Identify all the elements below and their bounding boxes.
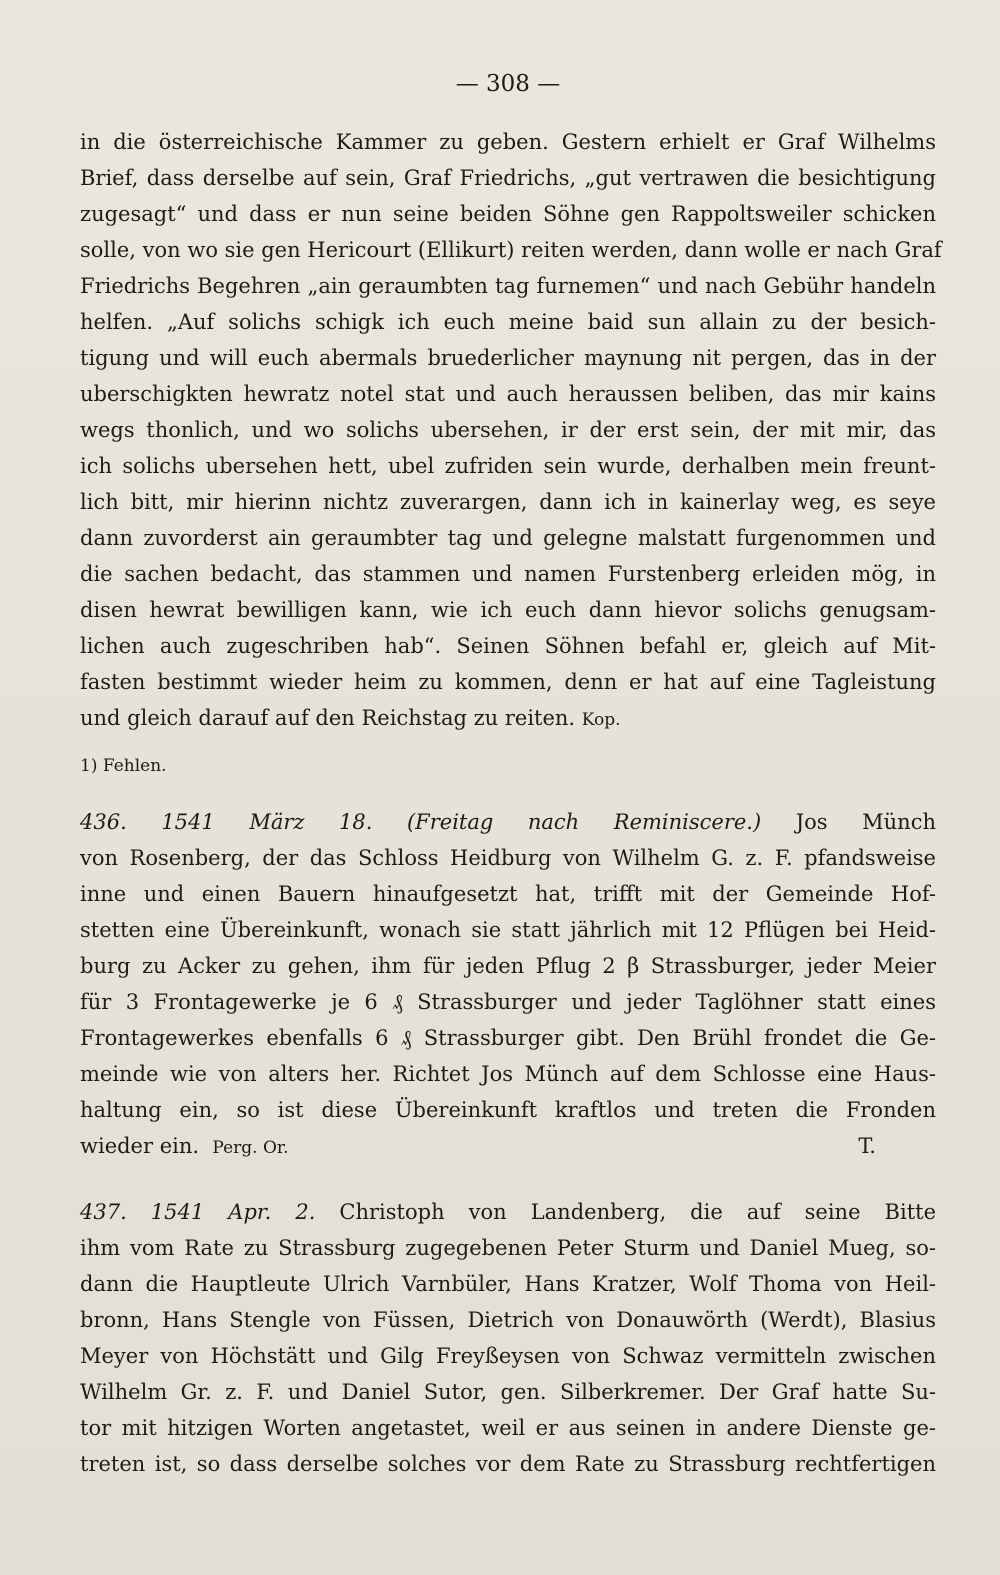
text-line: tigung und will euch abermals bruederlicher maynung nit pergen, das in der (80, 346, 936, 370)
entry-text: Jos Münch (795, 810, 936, 834)
entry-heading: 437. 1541 Apr. 2. (80, 1200, 316, 1224)
text-line: ich solichs ubersehen hett, ubel zufriden sein wurde, derhalben mein freunt- (80, 454, 936, 478)
text-line: Brief, dass derselbe auf sein, Graf Friedrichs, „gut vertrawen die besichtigung (80, 166, 936, 190)
entry-437 (80, 1194, 936, 1482)
text-line: burg zu Acker zu gehen, ihm für jeden Pflug 2 β Strassburger, jeder Meier (80, 954, 936, 978)
entry-436 (80, 804, 936, 1164)
entry-heading: 436. 1541 März 18. (Freitag nach Reminiscere.) (80, 810, 762, 834)
text-line: Frontagewerkes ebenfalls 6 ₰ Strassburger gibt. Den Brühl frondet die Ge- (80, 1026, 936, 1050)
text-line: helfen. „Auf solichs schigk ich euch meine baid sun allain zu der besich- (80, 310, 936, 334)
entry-first-line (80, 1194, 936, 1230)
text-line: meinde wie von alters her. Richtet Jos Münch auf dem Schlosse eine Haus- (80, 1062, 936, 1086)
text-line: die sachen bedacht, das stammen und namen Furstenberg erleiden mög, in (80, 562, 936, 586)
text-line: treten ist, so dass derselbe solches vor dem Rate zu Strassburg rechtfertigen (80, 1452, 936, 1476)
text-line: lichen auch zugeschriben hab“. Seinen Söhnen befahl er, gleich auf Mit- (80, 634, 936, 658)
text-line-content: und gleich darauf auf den Reichstag zu reiten. (80, 706, 576, 730)
text-line: stetten eine Übereinkunft, wonach sie statt jährlich mit 12 Pflügen bei Heid- (80, 918, 936, 942)
text-line: uberschigkten hewratz notel stat und auch heraussen beliben, das mir kains (80, 382, 936, 406)
footnote: 1) Fehlen. (80, 756, 167, 776)
text-line: Wilhelm Gr. z. F. und Daniel Sutor, gen. Silberkremer. Der Graf hatte Su- (80, 1380, 936, 1404)
text-line-last (80, 700, 936, 736)
text-line: zugesagt“ und dass er nun seine beiden Söhne gen Rappoltsweiler schicken (80, 202, 936, 226)
text-line-content: wieder ein. (80, 1134, 200, 1158)
source-note: Perg. Or. (212, 1138, 289, 1158)
entry-first-line (80, 804, 936, 840)
text-line: dann die Hauptleute Ulrich Varnbüler, Hans Kratzer, Wolf Thoma von Heil- (80, 1272, 936, 1296)
source-note: Kop. (581, 710, 621, 730)
text-line: für 3 Frontagewerke je 6 ₰ Strassburger und jeder Taglöhner statt eines (80, 990, 936, 1014)
entry-gap (80, 1164, 936, 1194)
text-line: lich bitt, mir hierinn nichtz zuverargen, dann ich in kainerlay weg, es seye (80, 490, 936, 514)
text-line: Friedrichs Begehren „ain geraumbten tag furnemen“ und nach Gebühr handeln (80, 274, 936, 298)
text-line: inne und einen Bauern hinaufgesetzt hat, trifft mit der Gemeinde Hof- (80, 882, 936, 906)
text-line: in die österreichische Kammer zu geben. Gestern erhielt er Graf Wilhelms (80, 130, 936, 154)
text-line: haltung ein, so ist diese Übereinkunft kraftlos und treten die Fronden (80, 1098, 936, 1122)
text-line: tor mit hitzigen Worten angetastet, weil er aus seinen in andere Dienste ge- (80, 1416, 936, 1440)
text-line: bronn, Hans Stengle von Füssen, Dietrich von Donauwörth (Werdt), Blasius (80, 1308, 936, 1332)
text-line: von Rosenberg, der das Schloss Heidburg von Wilhelm G. z. F. pfandsweise (80, 846, 936, 870)
text-line: Meyer von Höchstätt und Gilg Freyßeysen von Schwaz vermitteln zwischen (80, 1344, 936, 1368)
text-line-last (80, 1128, 936, 1164)
section-continuation (80, 124, 942, 736)
text-line: wegs thonlich, und wo solichs ubersehen, ir der erst sein, der mit mir, das (80, 418, 936, 442)
text-line: fasten bestimmt wieder heim zu kommen, denn er hat auf eine Tagleistung (80, 670, 936, 694)
text-line: solle, von wo sie gen Hericourt (Ellikurt) reiten werden, dann wolle er nach Graf (80, 238, 942, 262)
page-number: — 308 — (455, 71, 561, 97)
text-line: disen hewrat bewilligen kann, wie ich euch dann hievor solichs genugsam- (80, 598, 936, 622)
entry-text: Christoph von Landenberg, die auf seine Bitte (339, 1200, 936, 1224)
text-line: ihm vom Rate zu Strassburg zugegebenen Peter Sturm und Daniel Mueg, so- (80, 1236, 936, 1260)
text-line: dann zuvorderst ain geraumbter tag und gelegne malstatt furgenommen und (80, 526, 936, 550)
editor-initial: T. (858, 1134, 876, 1158)
